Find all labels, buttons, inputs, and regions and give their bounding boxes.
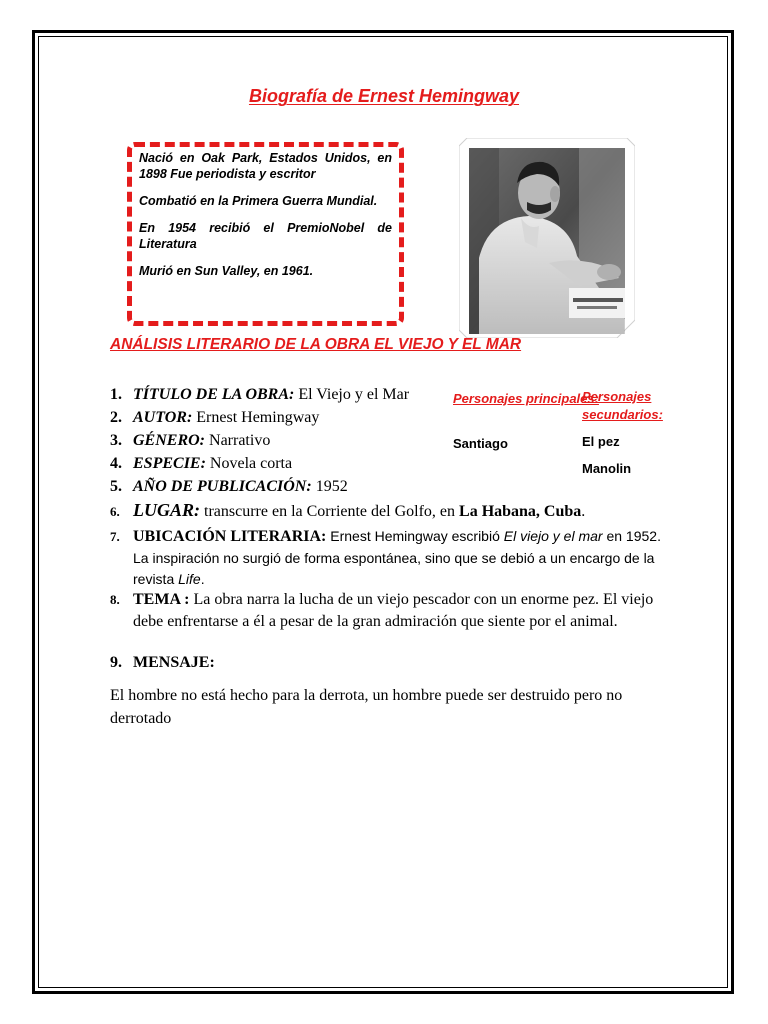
place-name: La Habana, Cuba xyxy=(459,503,582,520)
analysis-title: ANÁLISIS LITERARIO DE LA OBRA EL VIEJO Y EL MAR xyxy=(110,336,522,353)
list-item xyxy=(110,452,409,475)
list-number: 9. xyxy=(110,654,122,671)
bio-line: Combatió en la Primera Guerra Mundial. xyxy=(139,194,378,208)
item-label: UBICACIÓN LITERARIA: xyxy=(133,528,327,545)
item-value: El Viejo y el Mar xyxy=(294,386,410,403)
list-item-tema xyxy=(110,589,670,632)
item-value: Novela corta xyxy=(205,455,293,472)
list-number: 2. xyxy=(110,409,122,426)
list-item xyxy=(110,406,409,429)
mensaje-text: El hombre no está hecho para la derrota, un hombre puede ser destruido pero no derrotado xyxy=(110,687,623,727)
item-label: GÉNERO: xyxy=(133,432,206,449)
list-item-lugar xyxy=(110,500,585,521)
item-label: TEMA : xyxy=(133,591,190,608)
list-number: 5. xyxy=(110,478,122,495)
item-label: AÑO DE PUBLICACIÓN: xyxy=(133,478,312,495)
list-item-mensaje xyxy=(110,654,215,672)
bio-line: Murió en Sun Valley, en 1961. xyxy=(139,264,314,278)
item-value: Ernest Hemingway xyxy=(192,409,320,426)
bio-line: En 1954 recibió el PremioNobel de Literatura xyxy=(139,221,392,251)
item-text: La obra narra la lucha de un viejo pescador con un enorme pez. El viejo debe enfrentarse a él a pesar de la gran admiración que siente por el animal. xyxy=(133,591,654,630)
magazine-name: Life xyxy=(178,571,201,587)
document-title: Biografía de Ernest Hemingway xyxy=(248,86,520,106)
item-label: TÍTULO DE LA OBRA: xyxy=(133,386,295,403)
info-list xyxy=(110,383,409,498)
item-value: 1952 xyxy=(311,478,348,495)
list-number: 6. xyxy=(110,504,120,519)
list-item-ubicacion xyxy=(110,526,670,591)
punctuation: . xyxy=(200,571,205,587)
list-item xyxy=(110,429,409,452)
bio-text xyxy=(139,150,392,290)
list-number: 4. xyxy=(110,455,122,472)
list-item xyxy=(110,475,409,498)
hemingway-photo xyxy=(459,138,635,338)
work-title: El viejo y el mar xyxy=(503,528,603,544)
punctuation: . xyxy=(581,503,586,520)
item-label: MENSAJE: xyxy=(133,654,215,671)
personajes-secundarios-heading: Personajes secundarios: xyxy=(582,389,663,422)
item-label: AUTOR: xyxy=(133,409,193,426)
personaje-principal: Santiago xyxy=(453,436,508,451)
item-value: transcurre en la Corriente del Golfo, en xyxy=(200,503,460,520)
list-number: 1. xyxy=(110,386,122,403)
item-text: Ernest Hemingway escribió xyxy=(326,528,504,544)
list-number: 8. xyxy=(110,592,120,607)
personaje-secundario: Manolin xyxy=(582,461,632,476)
bio-line: Nació en Oak Park, Estados Unidos, en 1898 Fue periodista y escritor xyxy=(139,151,392,181)
item-text: en 1952. La inspiración no surgió de forma espontánea, sino que se debió a un encargo de la revista xyxy=(133,528,661,587)
personajes-principales-heading: Personajes principales: xyxy=(453,391,599,406)
personaje-secundario: El pez xyxy=(582,434,620,449)
list-item xyxy=(110,383,409,406)
item-label: LUGAR: xyxy=(133,500,200,520)
item-value: Narrativo xyxy=(205,432,271,449)
list-number: 7. xyxy=(110,529,120,544)
list-number: 3. xyxy=(110,432,122,449)
item-label: ESPECIE: xyxy=(133,455,206,472)
